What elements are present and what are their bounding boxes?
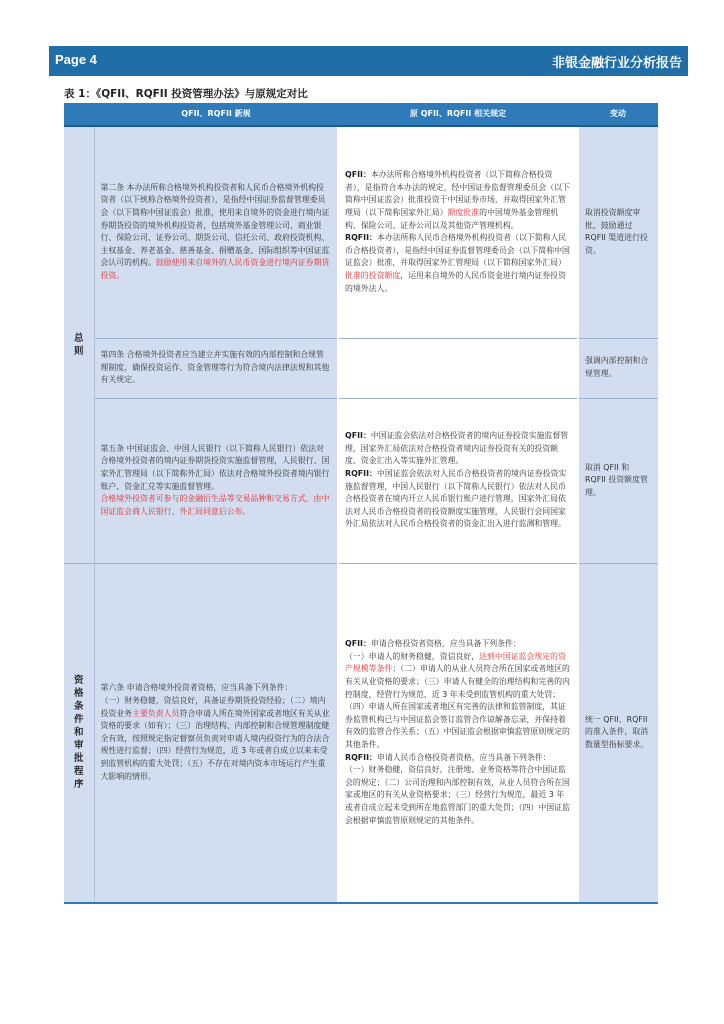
table-row [64,338,658,398]
category-char: 和 [73,727,84,739]
category-char: 条 [73,701,84,713]
category-char: 格 [73,688,84,700]
old-rule-cell: QFII：本办法所称合格境外机构投资者（以下简称合格投资者），是指符合本办法的规定，经中国证券监督管理委员会（以下简称中国证监会）批准投资于中国证券市场，并取得国家外汇管理局（以下简称国家外汇局）额度批准的中国境外基金管理机构、保险公司、证券公司以及其他资产管理机构。 RQFII：本办法所称人民币合格境外机构投资者（以下简称人民币合格投资者），是指经中国证券监督管理委员会（以下简称中国证监会）批准，并取得国家外汇管理局（以下简称国家外汇局）批准的投资额度，运用来自境外的人民币资金进行境内证券投资的境外法人。 [338,126,578,338]
category-char: 程 [73,766,84,778]
category-label [64,674,94,791]
new-rule-cell: 第二条 本办法所称合格境外机构投资者和人民币合格境外机构投资者（以下统称合格境外投资者），是指经中国证券监督管理委员会（以下简称中国证监会）批准，使用来自境外的资金进行境内证券期货投资的境外机构投资者，包括境外基金管理公司、商业银行、保险公司、证券公司、期货公司、信托公司、政府投资机构、主权基金、养老基金、慈善基金、捐赠基金、国际组织等中国证监会认可的机构。鼓励使用来自境外的人民币资金进行境内证券期货投资。 [94,126,338,338]
category-char: 审 [73,740,84,752]
category-qualification [64,563,94,903]
new-rule-cell: 第六条 申请合格境外投资者资格，应当具备下列条件： （一）财务稳健，资信良好，具备证券期货投资经验；（二）境内投资业务主要负责人员符合申请人所在境外国家或者地区有关从业资格的要求（如有）；（三）治理结构、内部控制和合规管理制度健全有效，按照规定指定督察员负责对申请人境内投资行为的合法合规性进行监督；（四）经营行为规范，近 3 年或者自成立以来未受到监管机构的重大处罚；（五）不存在对境内资本市场运行产生重大影响的情形。 [94,563,338,903]
page-number: Page 4 [55,52,97,67]
report-title: 非银金融行业分析报告 [551,56,682,71]
category-label [64,332,94,358]
change-cell: 强调内部控制和合规管理。 [578,338,658,398]
header-bar [49,46,688,76]
category-char: 批 [73,753,84,765]
new-rule-cell: 第五条 中国证监会、中国人民银行（以下简称人民银行）依法对合格境外投资者的境内证券期货投资实施监督管理，人民银行、国家外汇管理局（以下简称外汇局）依法对合格境外投资者境内银行账户、资金汇兑等实施监督管理。 合格境外投资者可参与的金融衍生品等交易品种和交易方式，由中国证监会商人民银行、外汇局同意后公布。 [94,398,338,563]
header-new-rule: QFII、RQFII 新规 [94,103,338,126]
table-caption: 表 1：《QFII、RQFII 投资管理办法》与原规定对比 [64,88,308,100]
old-rule-cell-empty [338,338,578,398]
change-cell: 取消投资额度审批，鼓励通过 RQFII 渠道进行投资。 [578,126,658,338]
header-blank [64,103,94,126]
table-row [64,398,658,563]
category-char: 总 [73,332,84,344]
new-rule-cell: 第四条 合格境外投资者应当建立并实施有效的内部控制和合规管理制度，确保投资运作、资金管理等行为符合境内法律法规和其他有关规定。 [94,338,338,398]
category-char: 件 [73,714,84,726]
old-rule-cell: QFII：中国证监会依法对合格投资者的境内证券投资实施监督管理，国家外汇局依法对合格投资者境内证券投资有关的投资额度、资金汇出入等实施外汇管理。 RQFII：中国证监会依法对人民币合格投资者的境内证券投资实施监督管理，中国人民银行（以下简称人民银行）依法对人民币合格投资者在境内开立人民币银行账户进行管理，国家外汇局依法对人民币合格投资者的投资额度实施管理，人民银行会同国家外汇局依法对人民币合格投资者的资金汇出入进行监测和管理。 [338,398,578,563]
table-row [64,126,658,338]
table-header-row [64,103,658,126]
category-general [64,126,94,563]
category-char: 则 [73,345,84,357]
change-cell: 取消 QFII 和 RQFII 投资额度管理。 [578,398,658,563]
change-cell: 统一 QFII、RQFII 的准入条件，取消数量型指标要求。 [578,563,658,903]
table-row [64,563,658,903]
old-rule-cell: QFII：申请合格投资者资格，应当具备下列条件： （一）申请人的财务稳健，资信良好，达到中国证监会规定的资产规模等条件；（二）申请人的从业人员符合所在国家或者地区的有关从业资格的要求；（三）申请人有健全的治理结构和完善的内控制度，经营行为规范，近 3 年未受到监管机构的重大处罚；（四）申请人所在国家或者地区有完善的法律和监管制度，其证券监管机构已与中国证监会签订监管合作谅解备忘录，并保持着有效的监管合作关系；（五）中国证监会根据审慎监管原则规定的其他条件。 RQFII：申请人民币合格投资者资格，应当具备下列条件： （一）财务稳健，资信良好，注册地、业务资格等符合中国证监会的规定；（二）公司治理和内部控制有效，从业人员符合所在国家或地区的有关从业资格要求；（三）经营行为规范，最近 3 年或者自成立起未受到所在地监管部门的重大处罚；（四）中国证监会根据审慎监管原则规定的其他条件。 [338,563,578,903]
category-char: 序 [73,779,84,791]
header-old-rule: 原 QFII、RQFII 相关规定 [338,103,578,126]
header-change: 变动 [578,103,658,126]
comparison-table [64,103,658,904]
category-char: 资 [73,675,84,687]
